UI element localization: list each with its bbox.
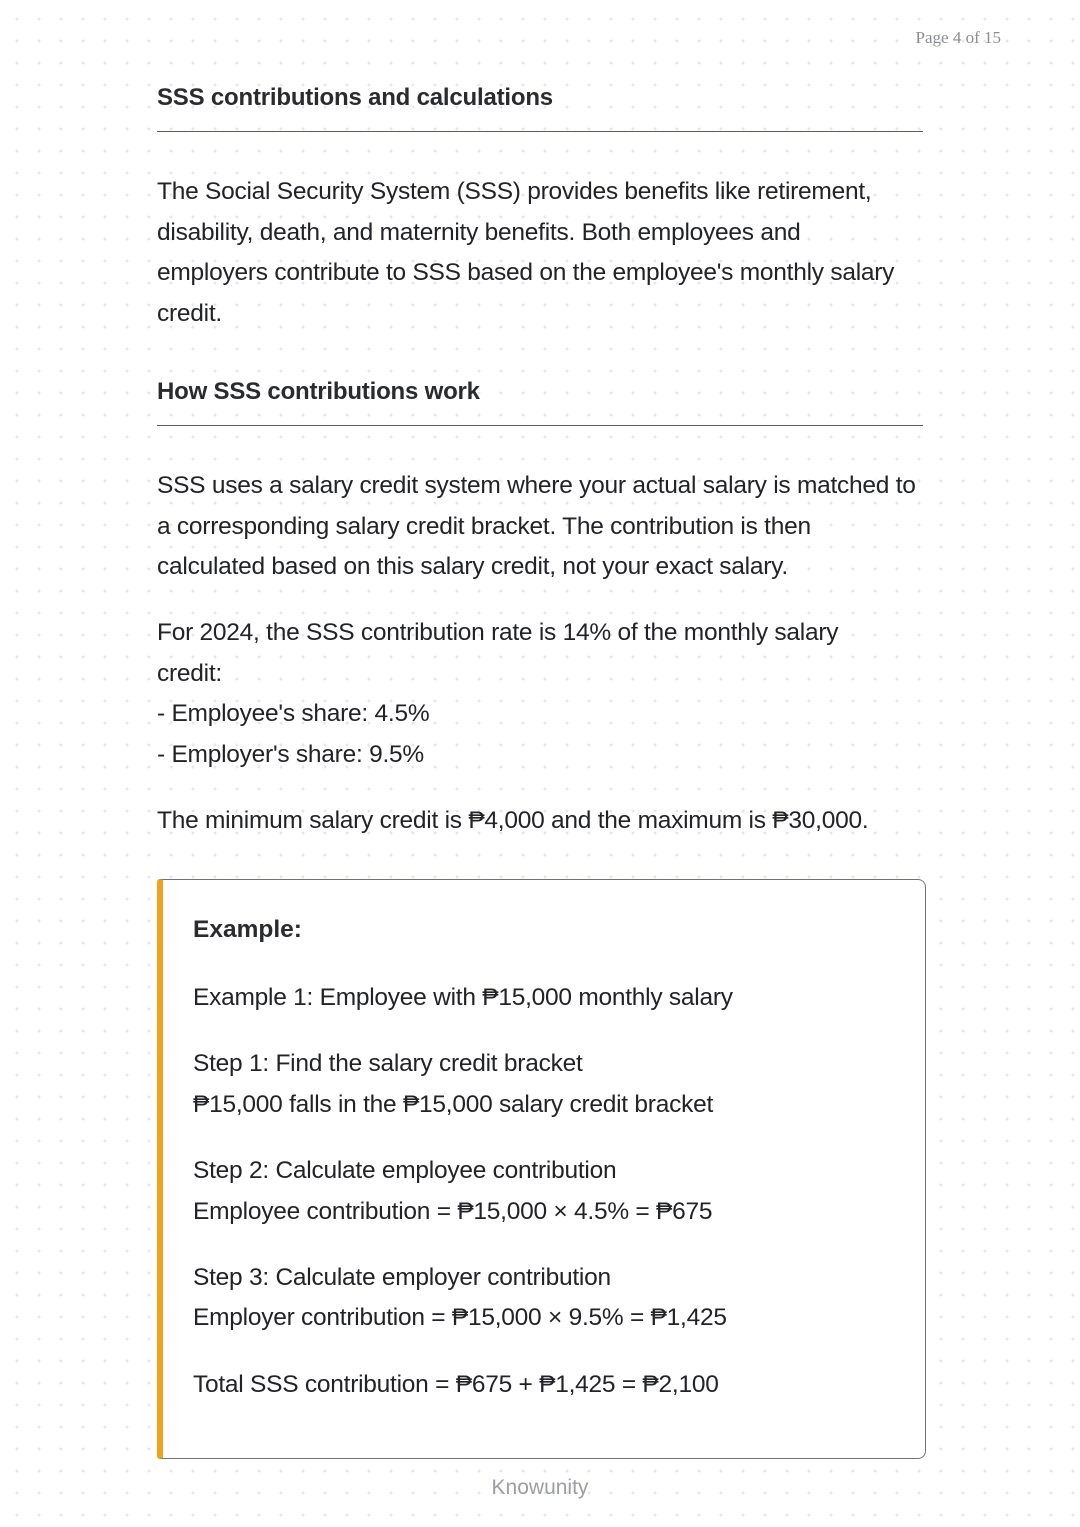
text-line: The minimum salary credit is ₱4,000 and the maximum is ₱30,000. [157,807,869,834]
example-intro: Example 1: Employee with ₱15,000 monthly salary [193,984,733,1011]
step1-detail: ₱15,000 falls in the ₱15,000 salary credit bracket [193,1091,714,1118]
text-line: calculated based on this salary credit, not your exact salary. [157,553,788,580]
step2-title: Step 2: Calculate employee contribution [193,1157,617,1184]
step1-title: Step 1: Find the salary credit bracket [193,1050,583,1077]
text-line: SSS uses a salary credit system where your actual salary is matched to [157,472,916,499]
text-line: a corresponding salary credit bracket. The contribution is then [157,512,811,540]
section-heading-sss-contributions: SSS contributions and calculations [157,84,553,111]
step2-detail: Employee contribution = ₱15,000 × 4.5% = ₱675 [193,1198,713,1225]
text-line: disability, death, and maternity benefits. Both employees and [157,218,801,246]
example-title: Example: [193,916,302,943]
heading-divider [157,425,923,426]
step3-detail: Employer contribution = ₱15,000 × 9.5% = ₱1,425 [193,1304,727,1331]
text-line: For 2024, the SSS contribution rate is 14% of the monthly salary [157,619,839,646]
total-contribution: Total SSS contribution = ₱675 + ₱1,425 = ₱2,100 [193,1371,719,1398]
page-number: Page 4 of 15 [915,28,1001,47]
salary-credit-range-paragraph [157,801,927,842]
footer-brand: Knowunity [491,1476,589,1499]
text-line: employers contribute to SSS based on the employee's monthly salary [157,259,895,286]
step3-title: Step 3: Calculate employer contribution [193,1264,611,1291]
employee-share-item: - Employee's share: 4.5% [157,700,430,727]
text-line: credit: [157,659,222,687]
example-callout-box [157,879,926,1459]
text-line: The Social Security System (SSS) provides benefits like retirement, [157,178,872,205]
heading-divider [157,131,923,132]
text-line: credit. [157,299,222,327]
section-heading-how-it-works: How SSS contributions work [157,378,480,405]
employer-share-item: - Employer's share: 9.5% [157,740,424,768]
contribution-rate-paragraph [157,613,927,775]
intro-paragraph [157,172,927,334]
salary-credit-paragraph [157,466,927,588]
